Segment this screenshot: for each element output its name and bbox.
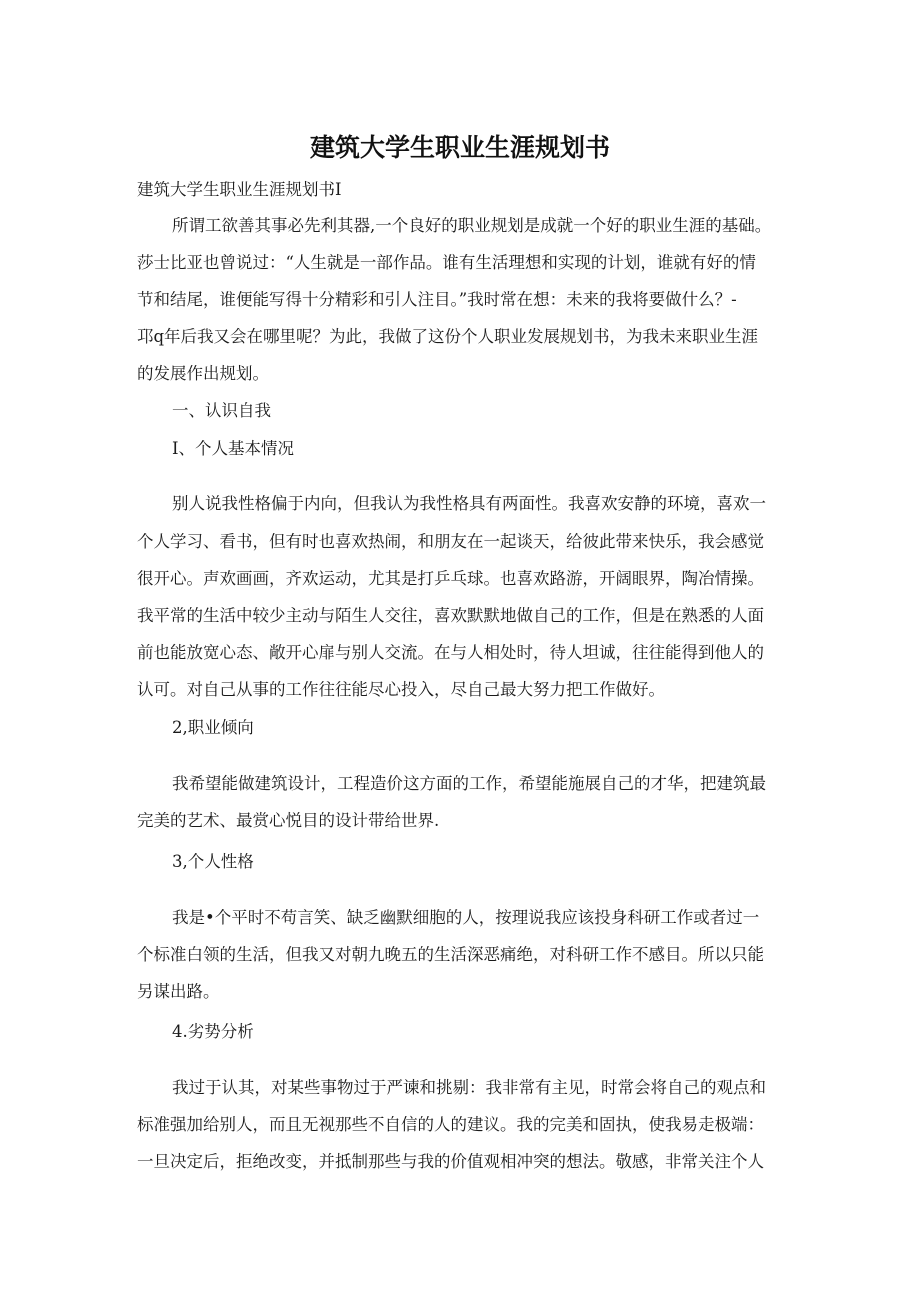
intro-line: 节和结尾，谁便能写得十分精彩和引人注目。”我时常在想：未来的我将要做什么？-	[137, 290, 737, 309]
intro-line: 所谓工欲善其事必先利其器,一个良好的职业规划是成就一个好的职业生涯的基础。	[172, 216, 772, 235]
paragraph-line: 我平常的生活中较少主动与陌生人交往，喜欢默默地做自己的工作，但是在熟悉的人面	[137, 606, 764, 625]
subsection-heading: I、个人基本情况	[172, 439, 295, 458]
paragraph-line: 很开心。声欢画画，齐欢运动，尤其是打乒乓球。也喜欢路游，开阔眼界，陶冶情操。	[137, 569, 764, 588]
paragraph-line: 我希望能做建筑设计，工程造价这方面的工作，希望能施展自己的才华，把建筑最	[172, 774, 766, 793]
subsection-heading: 3,个人性格	[172, 852, 254, 871]
subsection-heading: 2,职业倾向	[172, 718, 254, 737]
paragraph-line: 个标准白领的生活，但我又对朝九晚五的生活深恶痛绝，对科研工作不感目。所以只能	[137, 945, 764, 964]
intro-line: 邛q年后我又会在哪里呢？为此，我做了这份个人职业发展规划书，为我未来职业生涯	[137, 327, 759, 346]
paragraph-line: 我过于认其，对某些事物过于严谏和挑剔：我非常有主见，时常会将自己的观点和	[172, 1078, 766, 1097]
paragraph-line: 我是•个平时不苟言笑、缺乏幽默细胞的人，按理说我应该投身科研工作或者过一	[172, 908, 760, 927]
paragraph-line: 另谋出路。	[137, 982, 220, 1001]
paragraph-line: 前也能放宽心态、敞开心扉与别人交流。在与人相处时，待人坦诚，往往能得到他人的	[137, 643, 764, 662]
subsection-heading: 4.劣势分析	[172, 1022, 254, 1041]
paragraph-line: 一旦决定后，拒绝改变，并抵制那些与我的价值观相冲突的想法。敬感，非常关注个人	[137, 1152, 764, 1171]
intro-line: 的发展作出规划。	[137, 364, 269, 383]
paragraph-line: 个人学习、看书，但有时也喜欢热闹，和朋友在一起谈天，给彼此带来快乐，我会感觉	[137, 532, 764, 551]
section-heading: 一、认识自我	[172, 401, 271, 420]
intro-line: 莎士比亚也曾说过：“人生就是一部作品。谁有生活理想和实现的计划，谁就有好的情	[137, 253, 756, 272]
document-subtitle: 建筑大学生职业生涯规划书I	[137, 180, 342, 199]
paragraph-line: 完美的艺术、最赏心悦目的设计带给世界.	[137, 811, 440, 830]
paragraph-line: 认可。对自己从事的工作往往能尽心投入，尽自己最大努力把工作做好。	[137, 680, 665, 699]
paragraph-line: 标准强加给别人，而且无视那些不自信的人的建议。我的完美和固执，使我易走极端：	[137, 1115, 764, 1134]
paragraph-line: 别人说我性格偏于内向，但我认为我性格具有两面性。我喜欢安静的环境，喜欢一	[172, 494, 766, 513]
page-title: 建筑大学生职业生涯规划书	[309, 133, 610, 162]
